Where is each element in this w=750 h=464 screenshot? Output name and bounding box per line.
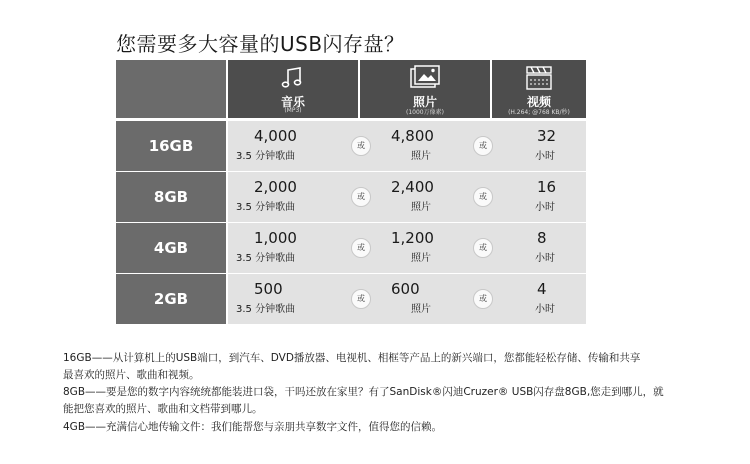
- video-unit: 小时: [535, 253, 555, 264]
- capacity-label: 2GB: [116, 274, 226, 324]
- music-unit: 3.5 分钟歌曲: [236, 253, 296, 264]
- table-row: [116, 172, 586, 222]
- table-header-row: [116, 60, 586, 118]
- description-line: 能把您喜欢的照片、歌曲和文档带到哪儿。: [63, 403, 263, 415]
- photo-count: 2,400: [391, 178, 434, 196]
- photo-unit: 照片: [411, 253, 431, 264]
- header-music-sub: (MP3): [284, 107, 302, 114]
- or-badge: 或: [473, 187, 493, 207]
- or-badge: 或: [351, 238, 371, 258]
- video-count: 4: [537, 280, 547, 298]
- or-badge: 或: [351, 136, 371, 156]
- video-count: 16: [537, 178, 557, 196]
- description-line: 4GB——充满信心地传输文件：我们能帮您与亲朋共享数字文件，值得您的信赖。: [63, 421, 443, 433]
- header-video-label: 视频: [526, 95, 551, 109]
- values-area: [228, 172, 586, 222]
- values-area: [228, 223, 586, 273]
- capacity-label: 4GB: [116, 223, 226, 273]
- music-note-icon: [279, 64, 307, 96]
- photo-count: 600: [391, 280, 420, 298]
- values-area: [228, 121, 586, 171]
- video-count: 8: [537, 229, 547, 247]
- capacity-label: 8GB: [116, 172, 226, 222]
- music-unit: 3.5 分钟歌曲: [236, 304, 296, 315]
- header-corner: [116, 60, 226, 118]
- video-count: 32: [537, 127, 557, 145]
- description-line: 8GB——要是您的数字内容统统都能装进口袋，干吗还放在家里？有了SanDisk®闪迪Cruzer® USB闪存盘8GB,您走到哪儿，就: [63, 386, 664, 398]
- header-photo-sub: (1000万像素): [406, 109, 444, 116]
- or-badge: 或: [473, 238, 493, 258]
- or-badge: 或: [351, 187, 371, 207]
- photo-icon: [409, 64, 441, 96]
- header-video: [492, 60, 586, 118]
- video-unit: 小时: [535, 151, 555, 162]
- capacity-table: [116, 60, 586, 322]
- photo-count: 1,200: [391, 229, 434, 247]
- header-music-label: 音乐: [280, 95, 305, 109]
- video-unit: 小时: [535, 304, 555, 315]
- table-row: [116, 274, 586, 324]
- music-count: 4,000: [254, 127, 297, 145]
- or-badge: 或: [473, 136, 493, 156]
- description-line: 最喜欢的照片、歌曲和视频。: [63, 369, 200, 381]
- header-music: [228, 60, 358, 118]
- table-row: [116, 223, 586, 273]
- music-unit: 3.5 分钟歌曲: [236, 151, 296, 162]
- capacity-label: 16GB: [116, 121, 226, 171]
- film-clapper-icon: [524, 64, 554, 96]
- header-video-sub: (H.264; @768 KB/秒): [508, 109, 570, 116]
- music-unit: 3.5 分钟歌曲: [236, 202, 296, 213]
- header-photo-label: 照片: [412, 95, 437, 109]
- or-badge: 或: [351, 289, 371, 309]
- video-unit: 小时: [535, 202, 555, 213]
- description-line: 16GB——从计算机上的USB端口，到汽车、DVD播放器、电视机、相框等产品上的新兴端口，您都能轻松存储、传输和共享: [63, 352, 641, 364]
- photo-count: 4,800: [391, 127, 434, 145]
- photo-unit: 照片: [411, 304, 431, 315]
- music-count: 2,000: [254, 178, 297, 196]
- table-row: [116, 121, 586, 171]
- photo-unit: 照片: [411, 151, 431, 162]
- page-title: 您需要多大容量的USB闪存盘？: [116, 32, 405, 56]
- music-count: 1,000: [254, 229, 297, 247]
- values-area: [228, 274, 586, 324]
- music-count: 500: [254, 280, 283, 298]
- photo-unit: 照片: [411, 202, 431, 213]
- or-badge: 或: [473, 289, 493, 309]
- header-photo: [360, 60, 490, 118]
